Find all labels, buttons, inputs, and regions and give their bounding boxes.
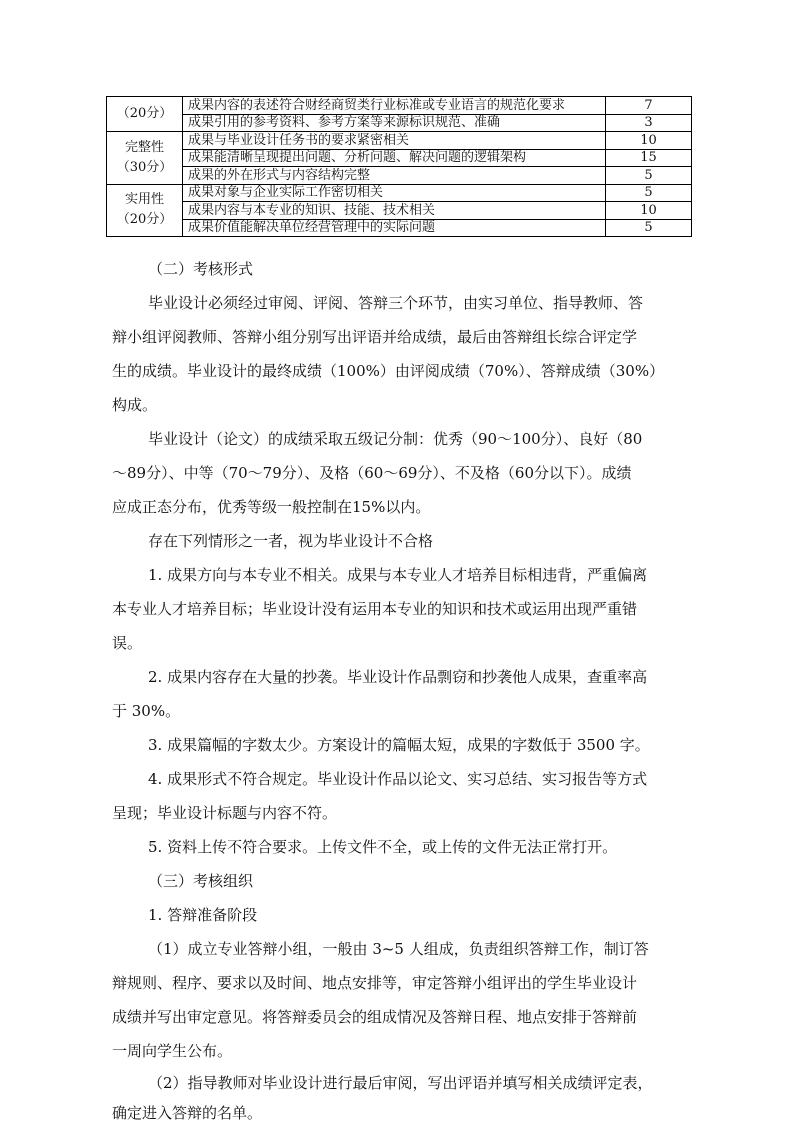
paragraph-line: 于 30%。 [112,702,181,720]
table-row [107,219,692,237]
criterion-cell: 成果引用的参考资料、参考方案等来源标识规范、准确 [183,114,606,132]
category-name: 实用性 [124,192,164,208]
paragraph-line: 毕业设计（论文）的成绩采取五级记分制：优秀（90～100分）、良好（80 [148,430,643,448]
paragraph-line: 本专业人才培养目标；毕业设计没有运用本专业的知识和技术或运用出现严重错 [112,600,638,618]
score-cell: 5 [606,167,692,185]
sub-heading: 1. 答辩准备阶段 [148,906,258,924]
step-2-paragraph [112,1068,652,1122]
section-heading: （三）考核组织 [148,872,254,890]
paragraph-line: 辩小组评阅教师、答辩小组分别写出评语并给成绩，最后由答辩组长综合评定学 [112,328,638,346]
category-cell-first [107,97,183,132]
paragraph-line: 4. 成果形式不符合规定。毕业设计作品以论文、实习总结、实习报告等方式 [148,770,648,788]
fail-condition-4 [112,762,652,830]
category-points: （20分） [116,106,173,121]
fail-condition-1 [112,558,652,660]
evaluation-criteria-table [106,96,692,237]
paragraph-line: 确定进入答辩的名单。 [112,1104,263,1122]
criterion-cell: 成果能清晰呈现提出问题、分析问题、解决问题的逻辑架构 [183,149,606,167]
criterion-cell: 成果的外在形式与内容结构完整 [183,167,606,185]
section-heading: （二）考核形式 [148,260,254,278]
paragraph-line: 误。 [112,634,143,652]
step-1-paragraph [112,932,652,1068]
score-cell: 5 [606,184,692,202]
paragraph-line: 构成。 [112,396,158,414]
category-cell-completeness [107,132,183,185]
table-row [107,132,692,150]
table-row [107,97,692,115]
paragraph-line: 生的成绩。毕业设计的最终成绩（100%）由评阅成绩（70%）、答辩成绩（30%） [112,362,665,380]
criterion-cell: 成果内容与本专业的知识、技能、技术相关 [183,202,606,220]
paragraph-grading-scale [112,422,652,524]
fail-condition-2 [112,660,652,728]
paragraph-line: 应成正态分布，优秀等级一般控制在15%以内。 [112,498,431,516]
paragraph-assessment-form [112,286,665,422]
paragraph-line: 毕业设计必须经过审阅、评阅、答辩三个环节，由实习单位、指导教师、答 [148,294,644,312]
fail-condition-5: 5. 资料上传不符合要求。上传文件不全，或上传的文件无法正常打开。 [148,838,618,856]
criterion-cell: 成果与毕业设计任务书的要求紧密相关 [183,132,606,150]
paragraph-line: 辩规则、程序、要求以及时间、地点安排等，审定答辩小组评出的学生毕业设计 [112,974,638,992]
category-points: （20分） [116,212,173,228]
score-cell: 7 [606,97,692,115]
table-row [107,114,692,132]
criterion-cell: 成果对象与企业实际工作密切相关 [183,184,606,202]
score-cell: 5 [606,219,692,237]
paragraph-line: ～89分）、中等（70～79分）、及格（60～69分）、不及格（60分以下）。成绩 [112,464,632,482]
table-row [107,149,692,167]
table-row [107,184,692,202]
score-cell: 15 [606,149,692,167]
paragraph-line: 2. 成果内容存在大量的抄袭。毕业设计作品剽窃和抄袭他人成果，查重率高 [148,668,648,686]
paragraph-line: 一周向学生公布。 [112,1042,233,1060]
paragraph-fail-intro: 存在下列情形之一者，视为毕业设计不合格 [148,532,434,550]
criterion-cell: 成果价值能解决单位经营管理中的实际问题 [183,219,606,237]
category-cell-practicality [107,184,183,237]
paragraph-line: 1. 成果方向与本专业不相关。成果与本专业人才培养目标相违背，严重偏离 [148,566,648,584]
score-cell: 3 [606,114,692,132]
paragraph-line: （1）成立专业答辩小组，一般由 3~5 人组成，负责组织答辩工作，制订答 [148,940,649,958]
paragraph-line: （2）指导教师对毕业设计进行最后审阅，写出评语并填写相关成绩评定表， [148,1074,653,1092]
fail-condition-3: 3. 成果篇幅的字数太少。方案设计的篇幅太短，成果的字数低于 3500 字。 [148,736,650,754]
category-name: 完整性 [124,139,164,155]
score-cell: 10 [606,202,692,220]
score-cell: 10 [606,132,692,150]
paragraph-line: 成绩并写出审定意见。将答辩委员会的组成情况及答辩日程、地点安排于答辩前 [112,1008,638,1026]
category-points: （30分） [116,159,173,175]
table-row [107,167,692,185]
paragraph-line: 呈现；毕业设计标题与内容不符。 [112,804,338,822]
criterion-cell: 成果内容的表述符合财经商贸类行业标准或专业语言的规范化要求 [183,97,606,115]
table-row [107,202,692,220]
